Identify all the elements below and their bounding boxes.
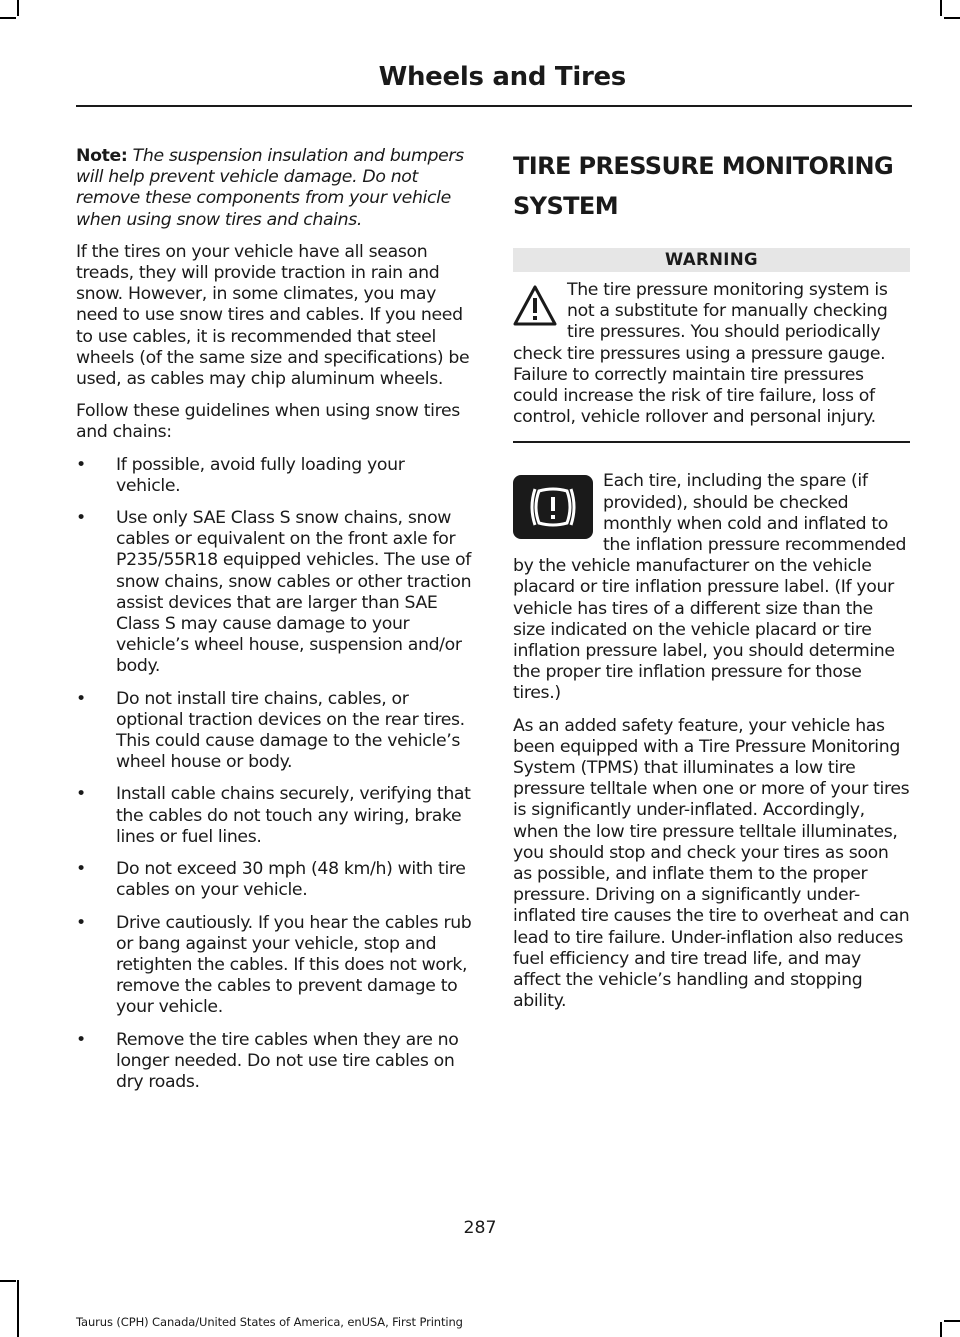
bullet: • bbox=[76, 784, 86, 805]
tpms-paragraph: As an added safety feature, your vehicle has been equipped with a Tire Pressure Monitoring System (TPMS) that illuminates a low tire pressure telltale when one or more of your tires is significantly under-inflated. Accordingly, when the low tire pressure telltale illuminates, you should stop and check your tires as soon as possible, and inflate them to the proper pressure. Driving on a significantly under-inflated tire causes the tire to overheat and can lead to tire failure. Under-inflation also reduces fuel efficiency and tire tread life, and may affect the vehicle’s handling and stopping ability. bbox=[513, 715, 910, 1012]
list-item: • Remove the tire cables when they are no longer needed. Do not use tire cables on dry roads. bbox=[76, 1029, 459, 1092]
warning-text: The tire pressure monitoring system is not a substitute for manually checking tire pressures. You should periodically check tire pressures using a pressure gauge. Failure to correctly maintain tire pressures could increase the risk of tire failure, loss of control, vehicle rollover and personal injury. bbox=[513, 280, 888, 428]
warning-block bbox=[513, 280, 910, 443]
guidelines-intro: Follow these guidelines when using snow tires and chains: bbox=[76, 401, 460, 443]
list-item: • If possible, avoid fully loading your vehicle. bbox=[76, 454, 405, 496]
section-heading: TIRE PRESSURE MONITORING SYSTEM bbox=[513, 152, 894, 220]
crop-mark bbox=[0, 1280, 16, 1282]
page-number: 287 bbox=[463, 1218, 497, 1238]
bullet: • bbox=[76, 859, 86, 880]
crop-mark bbox=[17, 0, 19, 16]
guidelines-list bbox=[76, 455, 473, 1093]
crop-mark bbox=[940, 0, 942, 16]
note-paragraph bbox=[76, 146, 473, 231]
page-title: Wheels and Tires bbox=[378, 62, 626, 92]
bullet: • bbox=[76, 688, 86, 709]
note-text: The suspension insulation and bumpers will help prevent vehicle damage. Do not remove these components from your vehicle when using snow tires and chains. bbox=[76, 146, 464, 230]
bullet: • bbox=[76, 1029, 86, 1050]
list-item: • Drive cautiously. If you hear the cables rub or bang against your vehicle, stop and retighten the cables. If this does not work, remove the cables to prevent damage to your vehicle. bbox=[76, 912, 472, 1018]
bullet: • bbox=[76, 912, 86, 933]
page-header bbox=[76, 62, 912, 92]
all-season-paragraph: If the tires on your vehicle have all season treads, they will provide traction in rain and snow. However, in some climates, you may need to use snow tires and cables. If you need to use cables, it is recommended that steel wheels (of the same size and specifications) be used, as cables may chip aluminum wheels. bbox=[76, 241, 470, 390]
header-rule bbox=[76, 105, 912, 107]
crop-mark bbox=[944, 17, 960, 19]
warning-label: WARNING bbox=[513, 248, 910, 272]
bullet: • bbox=[76, 508, 86, 529]
list-item: • Use only SAE Class S snow chains, snow cables or equivalent on the front axle for P235/55R18 equipped vehicles. The use of snow chains, snow cables or other traction assist devices that are larger than SAE Class S may cause damage to your vehicle’s wheel house, suspension and/or body. bbox=[76, 508, 472, 677]
note-label: Note: bbox=[76, 146, 128, 166]
list-item: • Do not exceed 30 mph (48 km/h) with tire cables on your vehicle. bbox=[76, 859, 466, 901]
list-item: • Do not install tire chains, cables, or optional traction devices on the rear tires. This could cause damage to the vehicle’s wheel house or body. bbox=[76, 688, 465, 773]
crop-mark bbox=[17, 1280, 19, 1337]
list-item: • Install cable chains securely, verifying that the cables do not touch any wiring, brake lines or fuel lines. bbox=[76, 784, 471, 847]
crop-mark bbox=[0, 17, 16, 19]
inflation-paragraph: Each tire, including the spare (if provided), should be checked monthly when cold and inflated to the inflation pressure recommended by the vehicle manufacturer on the vehicle placard or tire inflation pressure label. (If your vehicle has tires of a different size than the size indicated on the vehicle placard or tire inflation pressure label, you should determine the proper tire inflation pressure for those tires.) bbox=[513, 471, 907, 704]
tire-pressure-telltale-icon bbox=[513, 475, 593, 539]
crop-mark bbox=[940, 1322, 942, 1337]
bullet: • bbox=[76, 454, 86, 475]
left-column bbox=[76, 146, 473, 1104]
crop-mark bbox=[944, 1320, 960, 1322]
warning-triangle-icon bbox=[513, 284, 557, 328]
footer-text: Taurus (CPH) Canada/United States of America, enUSA, First Printing bbox=[76, 1315, 463, 1329]
right-column bbox=[513, 146, 910, 1024]
